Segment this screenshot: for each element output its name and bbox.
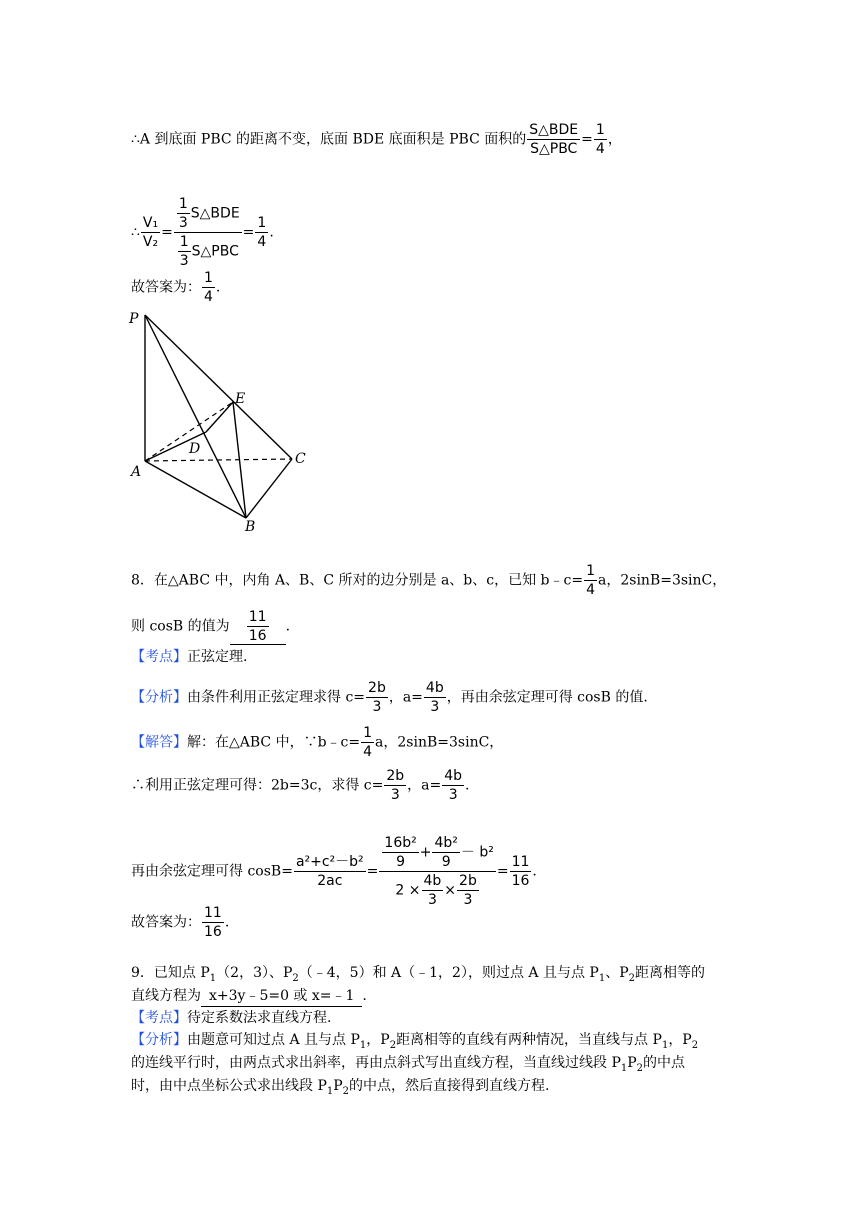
q9-fenxi-line1: 【分析】由题意可知过点 A 且与点 $P_1$，$P_2$距离相等的直线有两种情况，当直线与点 $P_1$，$P_2$ (131, 1032, 699, 1051)
fenxi-tag: 【分析】 (131, 689, 187, 706)
q9-kaodian: 【考点】待定系数法求直线方程. (131, 1010, 332, 1026)
q8-kaodian: 【考点】正弦定理. (131, 649, 248, 665)
volume-expression-fraction: $\frac{1}{3}$ S△BDE $\frac{1}{3}$ S△PBC (174, 196, 242, 269)
area-ratio-fraction: $\frac{\text{S△BDE}}{\text{S△PBC}}$ (529, 122, 579, 157)
substituted-fraction: $\frac{\text{16b²}}{9}$ + $\frac{\text{4b²}}{9}$ － b² 2 × $\frac{4b}{3}$ × $\frac{2b}{3}$ (379, 835, 495, 908)
answer-fraction-1: $\frac{1}{4}$ (204, 270, 213, 305)
answer-line-2: 故答案为： $\frac{11}{16}$ . (131, 905, 230, 940)
q9-stem-line1: 9．已知点 $P_1(2$，3）、$P_2(﹣4$，5）和 A（﹣1，2），则过点 A 且与点 $P_1$、$P_2$距离相等的 (131, 965, 706, 984)
q8-fenxi: 【分析】由条件利用正弦定理求得 c= $\frac{2b}{3}$ ，a= $\frac{4b}{3}$ ，再由余弦定理可得 cosB 的值. (131, 680, 648, 715)
label-c: C (295, 451, 306, 467)
q8-step2: ∴利用正弦定理可得：2b=3c，求得 c= $\frac{2b}{3}$ ，a= $\frac{4b}{3}$ . (131, 768, 470, 803)
q8-answer-blank: $\frac{11}{16}$ (230, 609, 286, 645)
label-p: P (129, 311, 139, 327)
cosine-law-fraction: $\frac{\text{a²+c²－b²}}{2ac}$ (295, 854, 364, 889)
edge-pb (145, 315, 246, 518)
q9-answer-blank: x+3y﹣5=0 或 x=﹣1 (201, 986, 362, 1007)
quarter-fraction: $\frac{1}{4}$ (595, 122, 605, 157)
edge-pc (145, 315, 292, 459)
q9-fenxi-line2: 的连线平行时，由两点式求出斜率，再由点斜式写出直线方程，当直线过线段 $P_1P_2$的中点 (131, 1055, 686, 1074)
label-b: B (245, 519, 256, 535)
edge-ab (145, 461, 246, 518)
edge-bc (246, 459, 292, 518)
label-d: D (189, 441, 201, 457)
volume-ratio-fraction: $\frac{\text{V₁}}{\text{V₂}}$ (142, 215, 159, 250)
answer-line-1: 故答案为： $\frac{1}{4}$ . (131, 270, 221, 305)
label-a: A (131, 464, 142, 480)
q9-fenxi-line3: 时，由中点坐标公式求出线段 $P_1P_2$的中点，然后直接得到直线方程. (131, 1078, 550, 1097)
edge-de (206, 402, 233, 432)
q8-jieda: 【解答】解：在△ABC 中，∵b﹣c= $\frac{1}{4}$ a，2sinB=3sinC， (131, 725, 504, 760)
area-ratio-line: ∴A 到底面 PBC 的距离不变，底面 BDE 底面积是 PBC 面积的 $\frac{\text{S△BDE}}{\text{S△PBC}}$ = $\frac{1}{4}$ ， (131, 122, 622, 157)
pyramid-figure (125, 305, 325, 535)
q8-stem-line2: 则 cosB 的值为 $\frac{11}{16}$ . (131, 609, 291, 644)
volume-ratio-line: ∴ $\frac{\text{V₁}}{\text{V₂}}$ = $\frac{1}{3}$ S△BDE $\frac{1}{3}$ S△PBC = $\frac{1}{4}$ . (131, 196, 274, 269)
edge-ac-hidden (145, 459, 292, 461)
q8-step3: 再由余弦定理可得 cosB= $\frac{\text{a²+c²－b²}}{2ac}$ = $\frac{\text{16b²}}{9}$ + $\frac{\text{4b²}}{9}$ － b² 2 × $\frac{4b}{3}$ × $\frac{2b}{3}$ = $\frac{11}{16}$ . (131, 835, 537, 908)
volume-answer-fraction: $\frac{1}{4}$ (257, 215, 267, 250)
jieda-tag: 【解答】 (131, 734, 187, 751)
kaodian-tag: 【考点】 (131, 649, 187, 665)
q9-stem-line2: 直线方程为 x+3y﹣5=0 或 x=﹣1 . (131, 986, 367, 1007)
q8-stem-line1: 8．在△ABC 中，内角 A、B、C 所对的边分别是 a、b、c，已知 b﹣c= $\frac{1}{4}$ a，2sinB=3sinC， (131, 563, 727, 598)
label-e: E (235, 391, 246, 407)
